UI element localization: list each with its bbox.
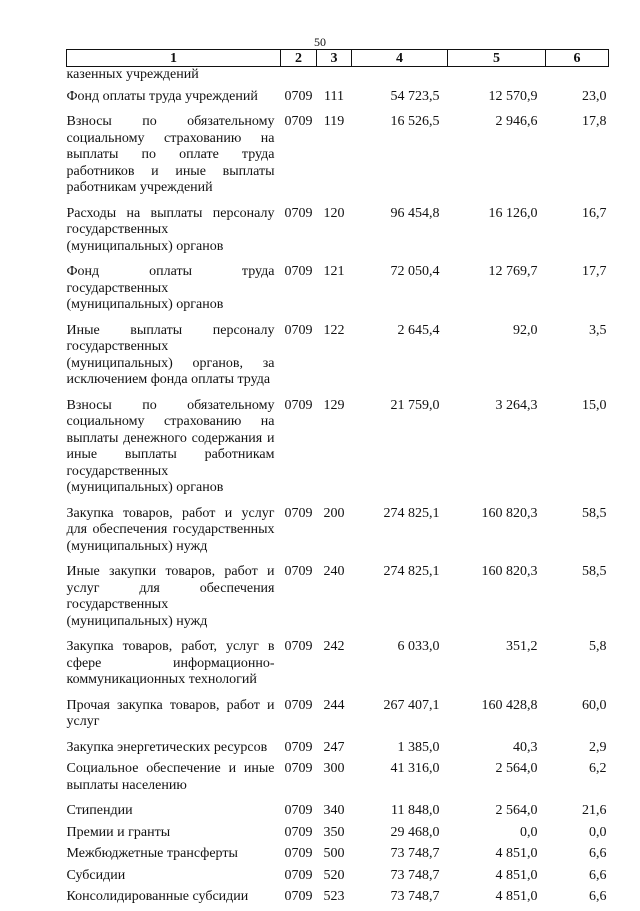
row-actual-value: 160 820,3	[481, 564, 538, 579]
row-plan-value: 96 454,8	[390, 205, 440, 221]
row-plan-value: 16 526,5	[390, 114, 440, 129]
row-plan-value: 21 759,0	[390, 397, 440, 413]
row-type-code: 111	[324, 88, 344, 104]
table-row	[67, 740, 609, 762]
row-description: Фонд оплаты труда государственных (муниципальных) органов	[66, 264, 275, 312]
row-description: Иные выплаты персоналу государственных (муниципальных) органов, за исключением фонда оплаты труда	[66, 322, 275, 387]
row-section-code: 0709	[284, 697, 313, 713]
row-section-code: 0709	[284, 114, 313, 129]
row-percent-value: 58,5	[582, 564, 607, 579]
row-plan-value: 267 407,1	[383, 697, 440, 713]
row-type-code	[317, 67, 352, 89]
row-percent-value: 6,6	[589, 867, 607, 883]
row-type-code: 120	[323, 205, 345, 221]
row-actual-value: 16 126,0	[488, 205, 538, 221]
row-percent-value: 6,6	[589, 846, 607, 861]
table-row	[67, 67, 609, 89]
header-row	[67, 50, 609, 67]
row-type-code: 119	[323, 114, 345, 129]
row-percent-value: 23,0	[582, 88, 607, 104]
row-type-code: 500	[323, 846, 345, 861]
row-description: Прочая закупка товаров, работ и услуг	[66, 697, 275, 729]
row-actual-value: 4 851,0	[495, 846, 538, 861]
table-row	[67, 323, 609, 398]
row-type-code: 242	[323, 639, 345, 654]
row-section-code: 0709	[284, 564, 313, 579]
table-row	[67, 698, 609, 740]
row-section-code: 0709	[284, 867, 313, 883]
row-type-code: 200	[323, 505, 345, 521]
row-type-code: 520	[323, 867, 345, 883]
row-percent-value: 5,8	[589, 639, 607, 654]
table-row	[67, 889, 609, 911]
row-plan-value: 54 723,5	[390, 88, 440, 104]
row-actual-value: 4 851,0	[495, 889, 538, 904]
row-percent-value: 15,0	[582, 397, 607, 413]
row-type-code: 247	[323, 739, 345, 755]
row-percent-value	[546, 67, 609, 89]
row-plan-value: 73 748,7	[390, 889, 440, 904]
row-actual-value: 0,0	[520, 824, 538, 840]
table-row	[67, 506, 609, 565]
row-section-code: 0709	[284, 322, 313, 338]
row-percent-value: 6,2	[589, 761, 607, 776]
row-plan-value: 2 645,4	[397, 322, 440, 338]
row-percent-value: 16,7	[582, 205, 607, 221]
row-description: Закупка энергетических ресурсов	[66, 739, 268, 755]
col-header-5: 5	[448, 50, 546, 67]
row-actual-value: 351,2	[506, 639, 538, 654]
row-actual-value: 2 564,0	[495, 761, 538, 776]
row-description: Фонд оплаты труда учреждений	[66, 88, 258, 104]
row-actual-value: 92,0	[513, 322, 538, 338]
row-plan-value: 11 848,0	[391, 803, 440, 818]
row-description: Закупка товаров, работ, услуг в сфере информационно-коммуникационных технологий	[66, 639, 275, 687]
row-description: Стипендии	[66, 803, 133, 818]
row-section-code: 0709	[284, 803, 313, 818]
col-header-4: 4	[352, 50, 448, 67]
row-description: Премии и гранты	[66, 824, 171, 840]
row-description: Межбюджетные трансферты	[66, 846, 238, 861]
row-description: Расходы на выплаты персоналу государственных (муниципальных) органов	[66, 205, 275, 254]
table-row	[67, 114, 609, 206]
row-section-code: 0709	[284, 205, 313, 221]
row-actual-value: 3 264,3	[495, 397, 538, 413]
row-description: Социальное обеспечение и иные выплаты населению	[66, 761, 275, 793]
row-section-code: 0709	[284, 824, 313, 840]
table-row	[67, 825, 609, 847]
row-actual-value: 2 946,6	[495, 114, 538, 129]
row-actual-value: 12 769,7	[488, 264, 538, 279]
table-row	[67, 264, 609, 323]
row-percent-value: 2,9	[589, 739, 607, 755]
row-section-code: 0709	[284, 761, 313, 776]
row-actual-value: 160 428,8	[481, 697, 538, 713]
row-description: Взносы по обязательному социальному страхованию на выплаты по оплате труда работников и иные выплаты работникам учреждений	[66, 114, 275, 195]
row-type-code: 244	[323, 697, 345, 713]
row-section-code	[281, 67, 317, 89]
budget-table	[66, 49, 609, 911]
row-description: Закупка товаров, работ и услуг для обеспечения государственных (муниципальных) нужд	[66, 505, 275, 554]
row-type-code: 121	[323, 264, 345, 279]
row-plan-value: 274 825,1	[383, 505, 440, 521]
row-actual-value	[448, 67, 546, 89]
row-section-code: 0709	[284, 739, 313, 755]
table-row	[67, 639, 609, 698]
row-actual-value: 40,3	[513, 739, 538, 755]
table-body	[67, 67, 609, 911]
col-header-6: 6	[546, 50, 609, 67]
table-row	[67, 564, 609, 639]
row-percent-value: 21,6	[582, 803, 607, 818]
row-description: Взносы по обязательному социальному страхованию на выплаты денежного содержания и иные выплаты работникам государственных (муниципальных) органов	[66, 397, 275, 495]
row-section-code: 0709	[284, 639, 313, 654]
row-percent-value: 17,8	[582, 114, 607, 129]
row-type-code: 300	[323, 761, 345, 776]
row-plan-value: 73 748,7	[390, 846, 440, 861]
row-type-code: 240	[323, 564, 345, 579]
row-type-code: 122	[323, 322, 345, 338]
col-header-3: 3	[317, 50, 352, 67]
row-actual-value: 160 820,3	[481, 505, 538, 521]
row-type-code: 340	[323, 803, 345, 818]
row-section-code: 0709	[284, 397, 313, 413]
row-plan-value: 72 050,4	[390, 264, 440, 279]
row-type-code: 129	[323, 397, 345, 413]
table-row	[67, 398, 609, 506]
row-plan-value: 1 385,0	[397, 739, 440, 755]
row-description: Субсидии	[66, 867, 126, 883]
row-plan-value: 6 033,0	[397, 639, 440, 654]
col-header-1: 1	[67, 50, 281, 67]
row-plan-value: 274 825,1	[383, 564, 440, 579]
row-plan-value	[352, 67, 448, 89]
table-row	[67, 761, 609, 803]
page-number: 50	[314, 35, 326, 49]
row-percent-value: 3,5	[589, 322, 607, 338]
row-percent-value: 60,0	[582, 697, 607, 713]
row-type-code: 350	[323, 824, 345, 840]
table-row	[67, 846, 609, 868]
table-row	[67, 868, 609, 890]
row-description: Консолидированные субсидии	[66, 889, 249, 904]
row-description: казенных учреждений	[66, 67, 199, 82]
row-plan-value: 73 748,7	[390, 867, 440, 883]
col-header-2: 2	[281, 50, 317, 67]
row-actual-value: 2 564,0	[495, 803, 538, 818]
row-percent-value: 6,6	[589, 889, 607, 904]
row-section-code: 0709	[284, 264, 313, 279]
row-section-code: 0709	[284, 88, 313, 104]
row-percent-value: 17,7	[582, 264, 607, 279]
row-section-code: 0709	[284, 505, 313, 521]
row-description: Иные закупки товаров, работ и услуг для обеспечения государственных (муниципальных) нужд	[66, 564, 275, 629]
row-plan-value: 41 316,0	[390, 761, 440, 776]
row-type-code: 523	[323, 889, 345, 904]
row-section-code: 0709	[284, 889, 313, 904]
row-actual-value: 12 570,9	[488, 88, 538, 104]
row-percent-value: 0,0	[589, 824, 607, 840]
table-row	[67, 803, 609, 825]
row-plan-value: 29 468,0	[390, 824, 440, 840]
table-row	[67, 89, 609, 115]
row-section-code: 0709	[284, 846, 313, 861]
table-row	[67, 206, 609, 265]
row-percent-value: 58,5	[582, 505, 607, 521]
row-actual-value: 4 851,0	[495, 867, 538, 883]
